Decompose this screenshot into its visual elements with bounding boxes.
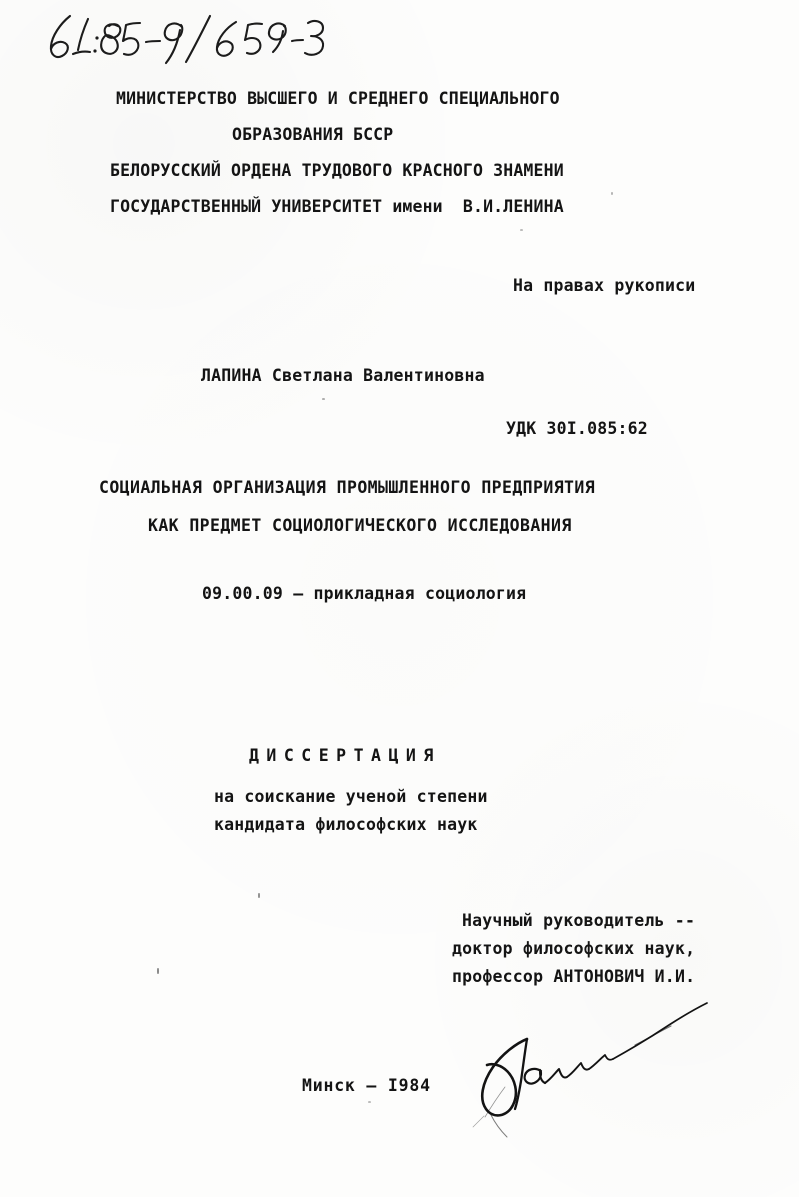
scan-speck	[157, 968, 159, 974]
supervisor-line-2: доктор философских наук,	[452, 939, 696, 958]
handwritten-signature-icon	[455, 995, 720, 1145]
header-ministry-line-2: ОБРАЗОВАНИЯ БССР	[232, 125, 394, 144]
udk-classification-code: УДК 30I.085:62	[506, 419, 648, 438]
scan-speck	[258, 893, 260, 898]
page-title-line-2: КАК ПРЕДМЕТ СОЦИОЛОГИЧЕСКОГО ИССЛЕДОВАНИЯ	[148, 516, 572, 535]
author-name: ЛАПИНА Светлана Валентиновна	[201, 366, 485, 385]
scan-speck	[611, 192, 613, 195]
header-university-line-2: ГОСУДАРСТВЕННЫЙ УНИВЕРСИТЕТ имени В.И.ЛЕНИНА	[110, 197, 564, 216]
manuscript-rights-notice: На правах рукописи	[513, 276, 696, 295]
scan-speck	[520, 229, 523, 231]
page-title-line-1: СОЦИАЛЬНАЯ ОРГАНИЗАЦИЯ ПРОМЫШЛЕННОГО ПРЕДПРИЯТИЯ	[99, 478, 596, 497]
handwriting-call-number-icon	[40, 8, 330, 70]
degree-heading: ДИССЕРТАЦИЯ	[249, 746, 441, 765]
scan-speck	[322, 398, 325, 400]
specialty-code: 09.00.09 – прикладная социология	[202, 584, 527, 603]
scan-speck	[368, 1101, 371, 1103]
imprint-city-year: Минск – I984	[302, 1076, 431, 1095]
degree-subtitle-line-1: на соискание ученой степени	[214, 787, 488, 806]
supervisor-line-1: Научный руководитель --	[462, 911, 696, 930]
header-ministry-line-1: МИНИСТЕРСТВО ВЫСШЕГО И СРЕДНЕГО СПЕЦИАЛЬНОГО	[116, 89, 560, 108]
supervisor-line-3: профессор АНТОНОВИЧ И.И.	[452, 967, 696, 986]
header-university-line-1: БЕЛОРУССКИЙ ОРДЕНА ТРУДОВОГО КРАСНОГО ЗНАМЕНИ	[110, 161, 564, 180]
degree-subtitle-line-2: кандидата философских наук	[214, 815, 478, 834]
